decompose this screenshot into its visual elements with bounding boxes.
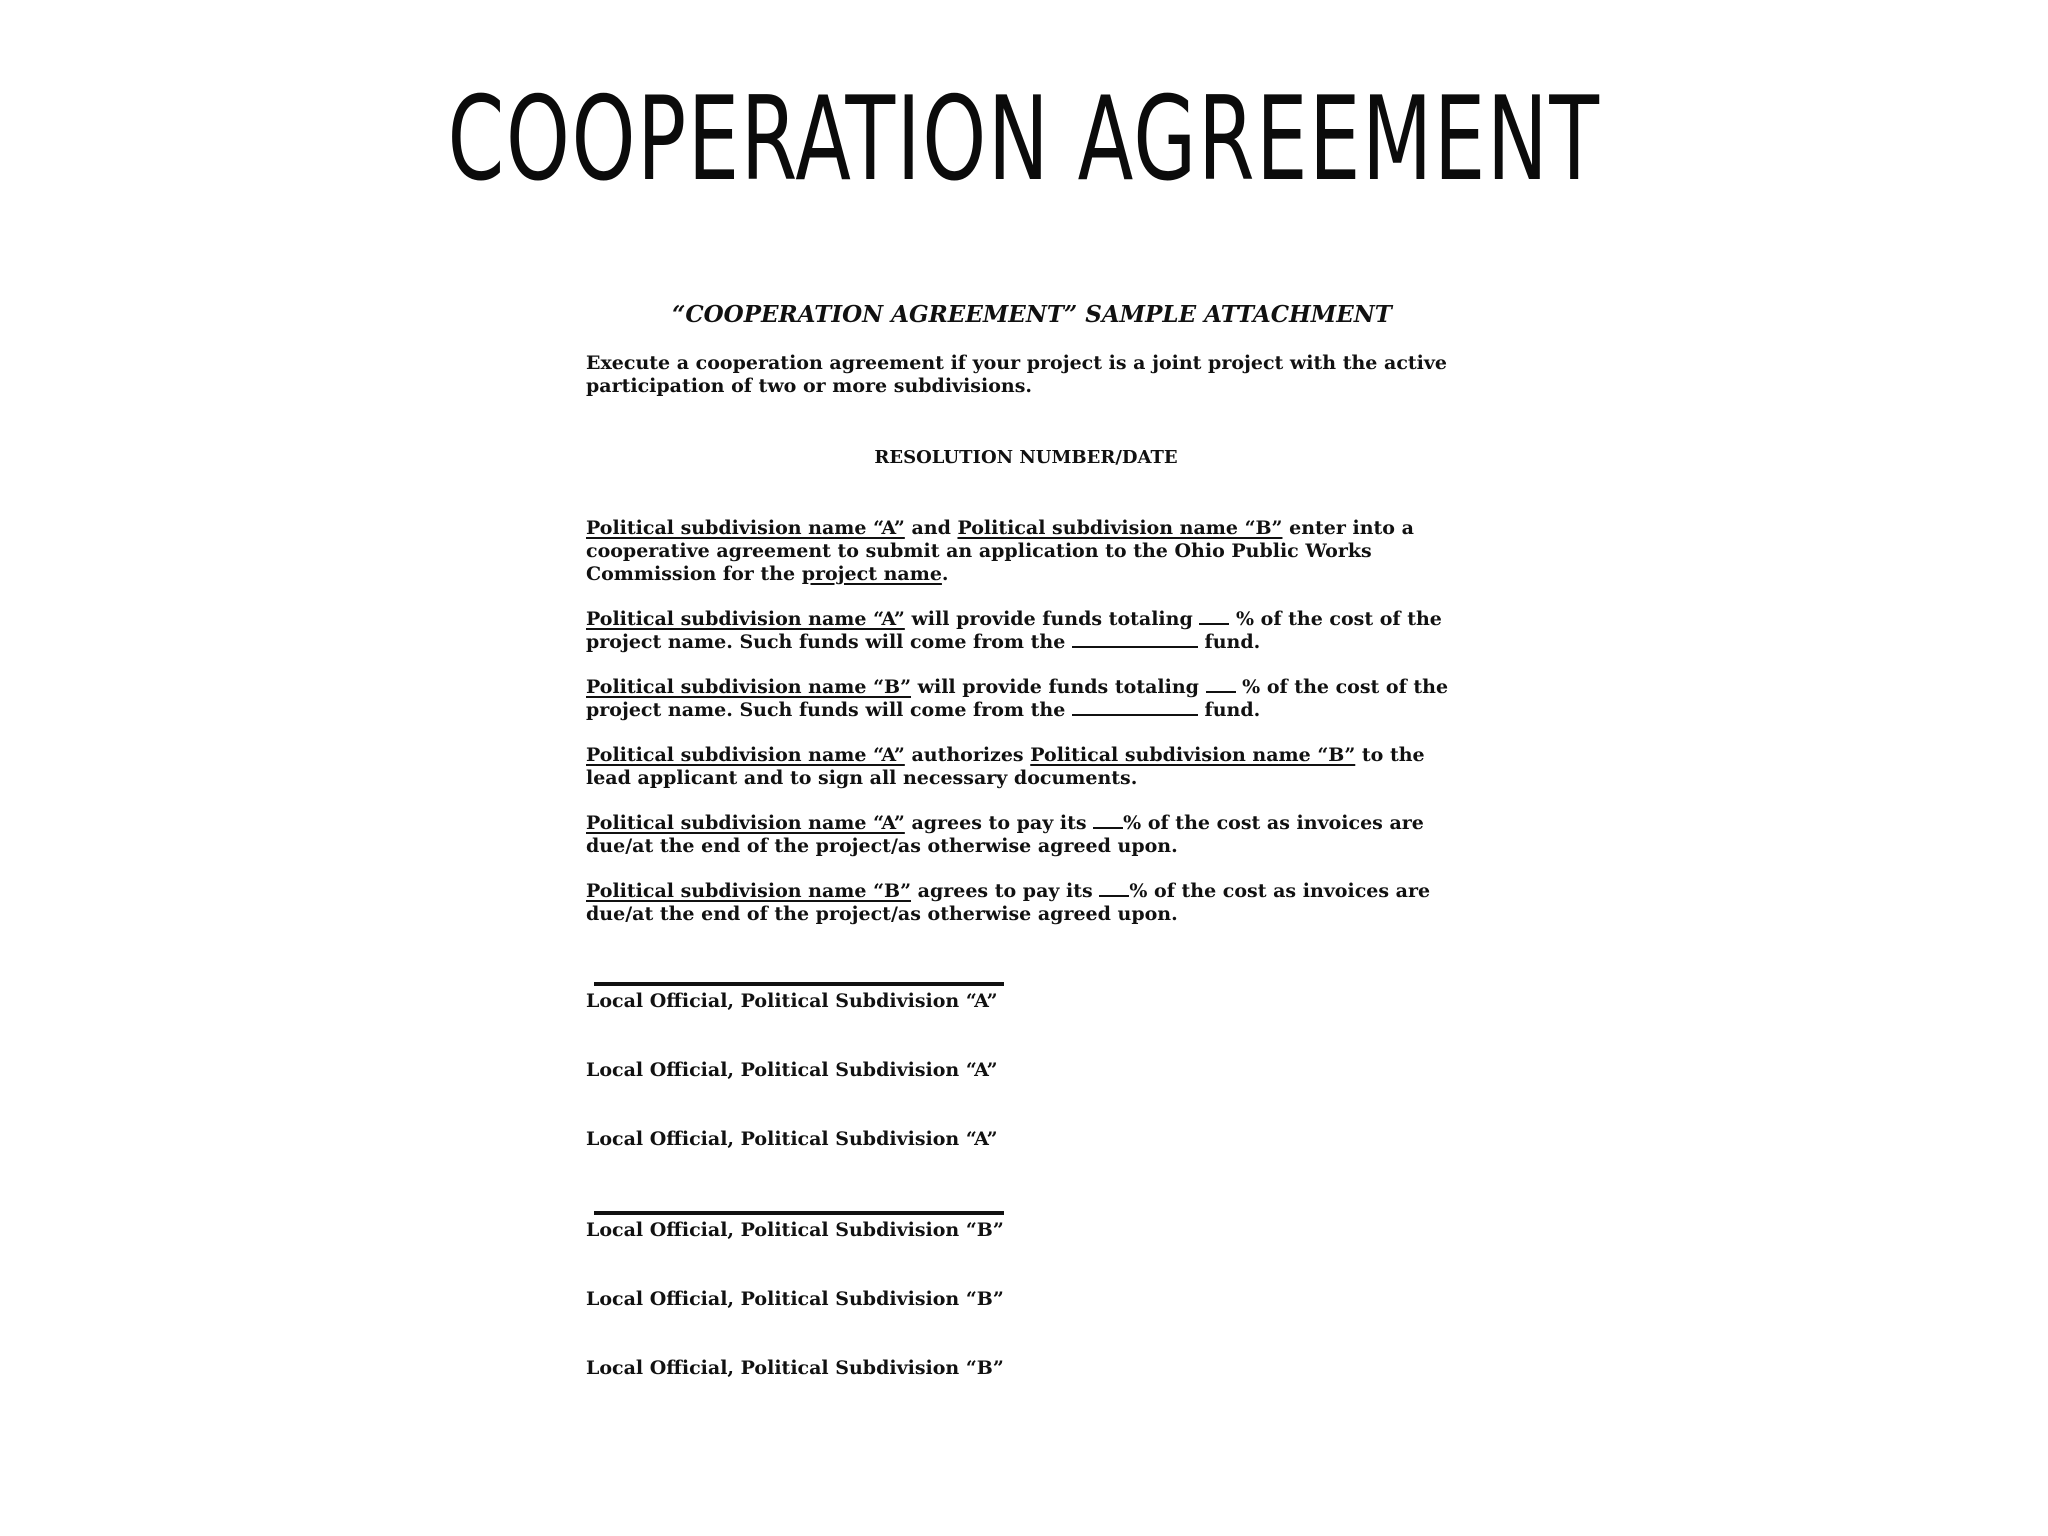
signature-line[interactable]	[594, 982, 1004, 986]
paragraph-text: authorizes	[904, 744, 1031, 766]
paragraph-payment-a	[586, 812, 1466, 858]
signature-label: Local Official, Political Subdivision “B”	[586, 1288, 1004, 1310]
paragraph-text: fund.	[1197, 631, 1261, 653]
resolution-label: RESOLUTION NUMBER/DATE	[874, 447, 1178, 468]
paragraph-text: enter into a cooperative agreement to submit an application to the Ohio Public Works Commission for the	[586, 517, 1414, 585]
signature-label: Local Official, Political Subdivision “B”	[586, 1219, 1004, 1241]
subdivision-b-name: Political subdivision name “B”	[586, 676, 912, 698]
signature-label: Local Official, Political Subdivision “A”	[586, 1059, 998, 1081]
signature-line[interactable]	[594, 1211, 1004, 1215]
percent-blank[interactable]	[1099, 881, 1129, 897]
paragraph-text: % of the cost as invoices are due/at the end of the project/as otherwise agreed upon.	[586, 880, 1431, 925]
subdivision-a-name: Political subdivision name “A”	[586, 812, 905, 834]
signature-block-a	[586, 982, 1506, 1151]
signature-block-b	[586, 1211, 1506, 1380]
paragraph-text: will provide funds totaling	[904, 608, 1200, 630]
subdivision-b-name: Political subdivision name “B”	[586, 880, 912, 902]
paragraph-text: % of the cost of the project name. Such funds will come from the	[586, 676, 1449, 721]
paragraph-text: will provide funds totaling	[911, 676, 1206, 698]
paragraph-funds-b	[586, 676, 1466, 722]
percent-blank[interactable]	[1093, 813, 1123, 829]
paragraph-funds-a	[586, 608, 1466, 654]
intro-paragraph: Execute a cooperation agreement if your project is a joint project with the active participation of two or more subdivisions.	[586, 352, 1448, 397]
paragraph-text: agrees to pay its	[904, 812, 1094, 834]
paragraph-text: to the lead applicant and to sign all necessary documents.	[586, 744, 1425, 789]
paragraph-text: .	[941, 563, 949, 585]
percent-blank[interactable]	[1206, 677, 1236, 693]
document-heading: “COOPERATION AGREEMENT” SAMPLE ATTACHMENT	[672, 301, 1392, 328]
signature-label: Local Official, Political Subdivision “A”	[586, 1128, 998, 1150]
fund-blank[interactable]	[1072, 700, 1198, 716]
paragraph-text: % of the cost as invoices are due/at the end of the project/as otherwise agreed upon.	[586, 812, 1424, 857]
project-name: project name	[801, 563, 942, 585]
document-page	[586, 300, 1506, 1380]
paragraph-cooperative-agreement	[586, 517, 1466, 586]
paragraph-text: and	[904, 517, 958, 539]
subdivision-a-name: Political subdivision name “A”	[586, 608, 905, 630]
paragraph-text: % of the cost of the project name. Such funds will come from the	[586, 608, 1442, 653]
subdivision-a-name: Political subdivision name “A”	[586, 744, 905, 766]
signature-label: Local Official, Political Subdivision “A”	[586, 990, 998, 1012]
fund-blank[interactable]	[1072, 632, 1198, 648]
subdivision-b-name: Political subdivision name “B”	[957, 517, 1283, 539]
paragraph-text: agrees to pay its	[911, 880, 1100, 902]
percent-blank[interactable]	[1199, 609, 1229, 625]
subdivision-b-name: Political subdivision name “B”	[1030, 744, 1356, 766]
slide-title: COOPERATION AGREEMENT	[447, 72, 1601, 207]
signature-label: Local Official, Political Subdivision “B”	[586, 1357, 1004, 1379]
paragraph-text: fund.	[1197, 699, 1261, 721]
paragraph-payment-b	[586, 880, 1466, 926]
paragraph-authorization	[586, 744, 1466, 790]
subdivision-a-name: Political subdivision name “A”	[586, 517, 905, 539]
